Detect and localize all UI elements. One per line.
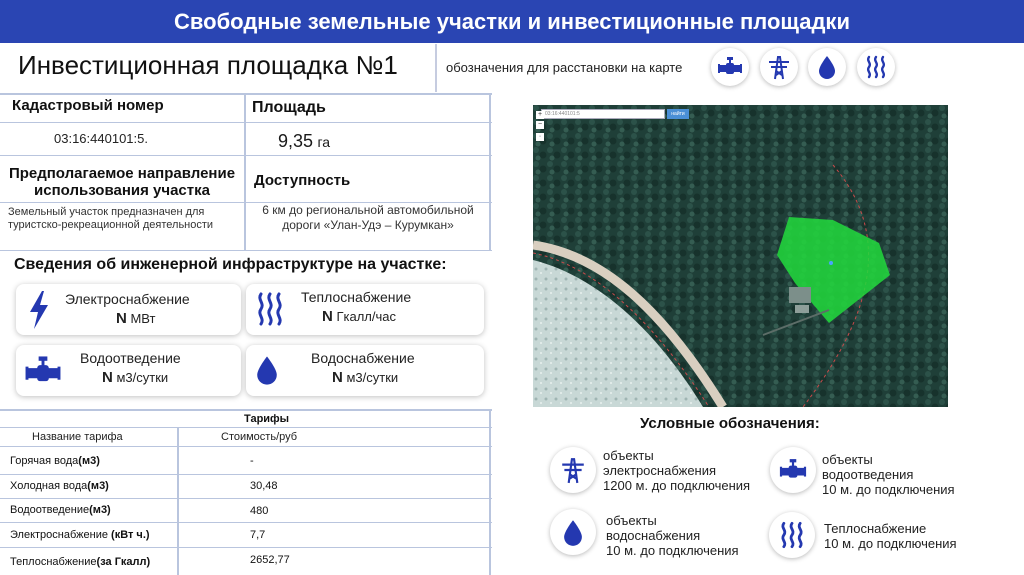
table-line <box>489 409 491 575</box>
tariff-col-name: Название тарифа <box>32 431 123 443</box>
cadastral-label: Кадастровый номер <box>12 97 164 114</box>
tariff-row-name: Электроснабжение (кВт ч.) <box>10 529 150 541</box>
area-label: Площадь <box>252 99 326 116</box>
power-tower-icon <box>550 447 596 493</box>
area-unit: га <box>317 134 331 150</box>
infra-card-water-supply <box>246 345 484 396</box>
water-drop-icon <box>808 48 846 86</box>
table-line <box>0 522 492 523</box>
page-header <box>0 0 1024 43</box>
table-line <box>0 409 492 411</box>
tariff-title: Тарифы <box>244 413 290 425</box>
area-number: 9,35 <box>278 131 314 151</box>
table-line <box>0 250 492 251</box>
infra-card-heat <box>246 284 484 335</box>
table-line <box>244 93 246 250</box>
tariff-col-cost: Стоимость/руб <box>221 431 298 443</box>
tariff-row-value: - <box>250 455 254 467</box>
heat-waves-icon <box>254 292 286 326</box>
satellite-map[interactable] <box>533 105 948 407</box>
water-disposal-icon <box>711 48 749 86</box>
cadastral-value: 03:16:440101:5. <box>54 131 148 146</box>
heat-waves-icon <box>857 48 895 86</box>
map-zoom-in-button[interactable]: + <box>537 111 543 118</box>
legend-title: Условные обозначения: <box>640 415 820 432</box>
infra-value: N м3/сутки <box>102 369 169 386</box>
purpose-value: Земельный участок предназначен для туристско-рекреационной деятельности <box>8 206 214 231</box>
map-imagery <box>533 105 948 407</box>
tariff-row-value: 30,48 <box>250 480 278 492</box>
tariff-row-name: Холодная вода(м3) <box>10 480 109 492</box>
access-label: Доступность <box>254 172 351 189</box>
map-zoom-out-button[interactable]: − <box>537 121 543 128</box>
access-value: 6 км до региональной автомобильной дороги «Улан-Удэ – Курумкан» <box>262 203 474 232</box>
legend-item-electricity: объекты электроснабжения 1200 м. до подключения <box>603 448 751 493</box>
table-line <box>489 93 491 250</box>
infra-card-electricity <box>16 284 241 335</box>
table-line <box>0 547 492 548</box>
water-disposal-icon <box>770 447 816 493</box>
infra-card-water-disposal <box>16 345 241 396</box>
heat-waves-icon <box>769 512 815 558</box>
site-title: Инвестиционная площадка №1 <box>18 50 398 80</box>
lightning-icon <box>26 290 52 330</box>
infrastructure-title: Сведения об инженерной инфраструктуре на участке: <box>14 256 447 273</box>
map-search-input[interactable]: 03:16:440101:5 <box>541 109 665 119</box>
legend-item-heat: Теплоснабжение 10 м. до подключения <box>824 521 957 551</box>
infra-name: Теплоснабжение <box>301 289 412 305</box>
table-line <box>0 93 492 95</box>
tariff-row-name: Теплоснабжение(за Гкалл) <box>10 556 151 568</box>
legend-caption: обозначения для расстановки на карте <box>446 60 683 75</box>
infra-name: Электроснабжение <box>65 291 190 307</box>
legend-item-water-supply: объекты водоснабжения 10 м. до подключения <box>606 513 739 558</box>
purpose-label: Предполагаемое направление использования участка <box>8 165 236 199</box>
table-line <box>0 427 492 428</box>
tariff-row-value: 480 <box>250 505 269 517</box>
table-line <box>0 122 492 123</box>
table-line <box>0 498 492 499</box>
map-locate-button[interactable]: · <box>536 133 544 141</box>
infra-name: Водоотведение <box>80 350 181 366</box>
title-divider <box>435 44 437 92</box>
table-line <box>0 446 492 447</box>
tariff-row-name: Горячая вода(м3) <box>10 455 100 467</box>
tariff-row-value: 7,7 <box>250 529 266 541</box>
infra-value: N МВт <box>116 310 156 327</box>
infra-name: Водоснабжение <box>311 350 415 366</box>
power-tower-icon <box>760 48 798 86</box>
legend-item-water-disposal: объекты водоотведения 10 м. до подключения <box>822 452 955 497</box>
water-disposal-icon <box>23 355 63 387</box>
water-drop-icon <box>256 354 278 386</box>
tariff-row-name: Водоотведение(м3) <box>10 504 111 516</box>
page-header-title: Свободные земельные участки и инвестиционные площадки <box>174 8 850 34</box>
table-line <box>0 155 492 156</box>
table-line <box>177 428 179 575</box>
infra-value: N Гкалл/час <box>322 308 396 325</box>
infra-value: N м3/сутки <box>332 369 399 386</box>
tariff-row-value: 2652,77 <box>250 554 290 566</box>
map-search-button[interactable]: найти <box>667 109 689 119</box>
table-line <box>0 474 492 475</box>
area-value <box>278 131 330 152</box>
water-drop-icon <box>550 509 596 555</box>
